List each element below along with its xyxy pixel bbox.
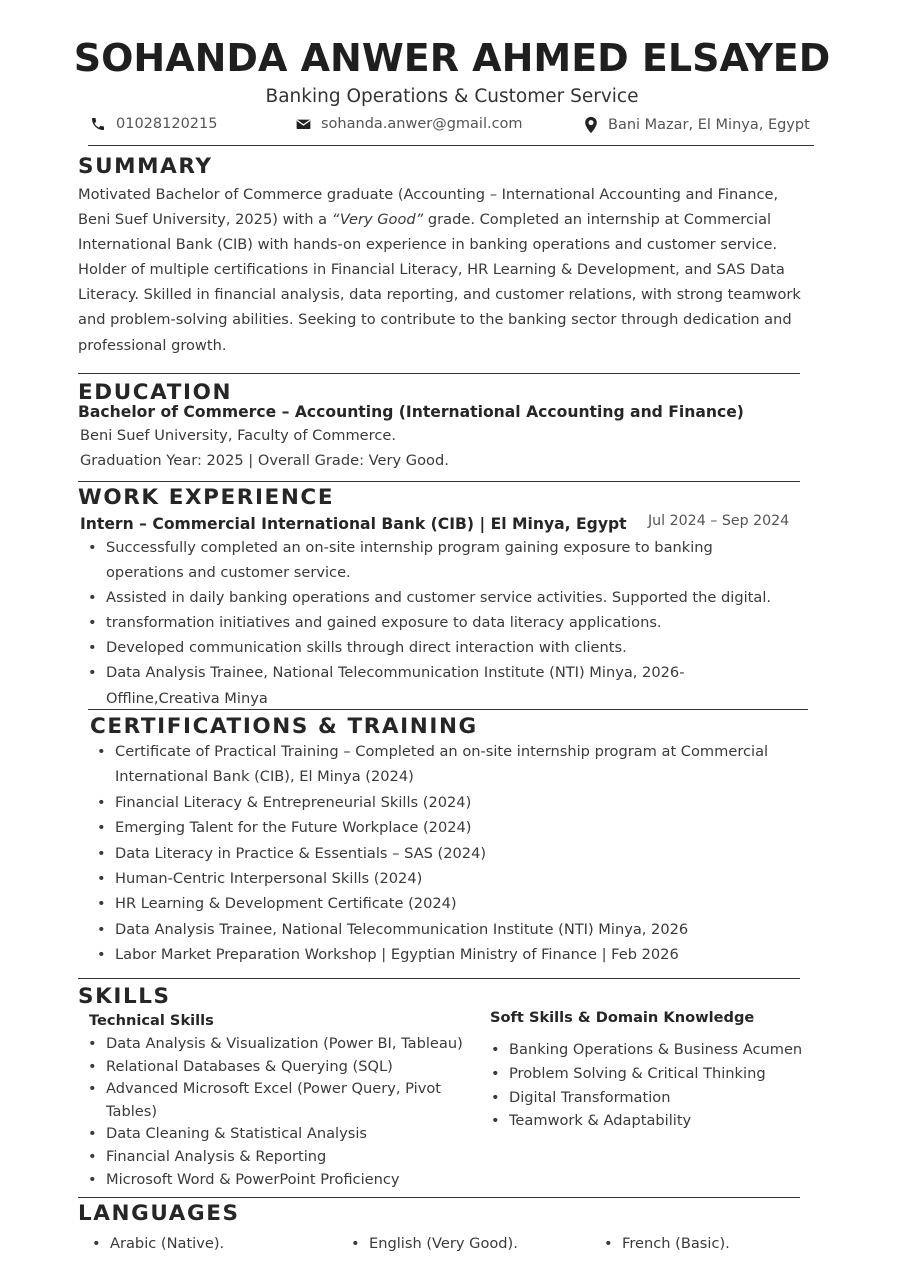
summary-emphasis: “Very Good” [331,211,424,229]
experience-bullet: • Assisted in daily banking operations and customer service activities. Supported the digital. [78,585,823,610]
location-pin-icon [584,116,598,134]
skills-divider [78,1197,800,1198]
certification-item: • Emerging Talent for the Future Workplace (2024) [87,815,847,840]
language-item-arabic: • Arabic (Native). [82,1234,224,1254]
soft-skill-item: • Teamwork & Adaptability [481,1109,841,1133]
certifications-divider [78,978,800,979]
experience-role: Intern – Commercial International Bank (CIB) | El Minya, Egypt [80,515,627,533]
experience-bullet: • Data Analysis Trainee, National Telecommunication Institute (NTI) Minya, 2026-Offline,Creativa Minya [78,660,736,710]
language-item-english: • English (Very Good). [341,1234,518,1254]
certification-item: • Certificate of Practical Training – Completed an on-site internship program at Commercial International Bank (CIB), El Minya (2024) [87,739,847,790]
header-divider [88,145,814,146]
certification-item: • HR Learning & Development Certificate (2024) [87,891,847,916]
soft-skill-item: • Digital Transformation [481,1086,841,1110]
certifications-heading: CERTIFICATIONS & TRAINING [90,714,478,739]
education-degree: Bachelor of Commerce – Accounting (International Accounting and Finance) [78,403,744,421]
education-divider [78,481,800,482]
education-school: Beni Suef University, Faculty of Commerce. [80,427,396,444]
mail-icon [296,118,311,130]
certification-item: • Human-Centric Interpersonal Skills (2024) [87,866,847,891]
experience-bullet: • Developed communication skills through direct interaction with clients. [78,635,823,660]
contact-location-text: Bani Mazar, El Minya, Egypt [608,117,810,133]
education-details: Graduation Year: 2025 | Overall Grade: Very Good. [80,452,449,469]
technical-skill-item: • Microsoft Word & PowerPoint Proficiency [78,1169,478,1192]
technical-skill-item: • Financial Analysis & Reporting [78,1146,478,1169]
certification-item: • Data Analysis Trainee, National Telecommunication Institute (NTI) Minya, 2026 [87,917,847,942]
technical-skills-list [78,1033,478,1191]
certification-item: • Financial Literacy & Entrepreneurial Skills (2024) [87,790,847,815]
summary-divider [78,373,800,374]
experience-dates: Jul 2024 – Sep 2024 [648,513,790,529]
contact-phone [90,116,217,132]
skills-heading: SKILLS [78,984,171,1009]
technical-skills-title: Technical Skills [89,1012,214,1029]
technical-skill-item: • Relational Databases & Querying (SQL) [78,1056,478,1079]
contact-email [296,116,523,132]
soft-skills-list [481,1038,841,1133]
summary-heading: SUMMARY [78,154,213,179]
certifications-list [87,739,847,968]
technical-skill-item: • Data Cleaning & Statistical Analysis [78,1123,478,1146]
experience-heading: WORK EXPERIENCE [78,485,335,510]
soft-skill-item: • Banking Operations & Business Acumen [481,1038,841,1062]
certification-item: • Labor Market Preparation Workshop | Egyptian Ministry of Finance | Feb 2026 [87,942,847,967]
candidate-title: Banking Operations & Customer Service [265,86,639,107]
summary-text-part2: grade. Completed an internship at Commercial International Bank (CIB) with hands-on experience in banking operations and customer service. Holder of multiple certifications in Financial Literacy, HR Learning & Development, and SAS Data Literacy. Skilled in financial analysis, data reporting, and customer relations, with strong teamwork and problem-solving abilities. Seeking to contribute to the banking sector through dedication and professional growth. [78,211,801,354]
experience-bullets [78,535,823,711]
experience-divider [88,709,808,710]
summary-text-part1: Motivated Bachelor of Commerce graduate (Accounting – International Accounting and Finance, Beni Suef University, 2025) with a [78,186,779,229]
experience-bullet: • Successfully completed an on-site internship program gaining exposure to banking operations and customer service. [78,535,776,585]
certification-item: • Data Literacy in Practice & Essentials – SAS (2024) [87,841,847,866]
contact-location [584,116,810,134]
languages-heading: LANGUAGES [78,1201,240,1226]
contact-email-text: sohanda.anwer@gmail.com [321,116,523,132]
summary-text [78,182,813,358]
soft-skills-title: Soft Skills & Domain Knowledge [490,1009,755,1026]
soft-skill-item: • Problem Solving & Critical Thinking [481,1062,841,1086]
technical-skill-item: • Advanced Microsoft Excel (Power Query, Pivot Tables) [78,1078,478,1123]
contact-phone-text: 01028120215 [116,116,218,132]
technical-skill-item: • Data Analysis & Visualization (Power BI, Tableau) [78,1033,478,1056]
candidate-name: SOHANDA ANWER AHMED ELSAYED [73,36,831,80]
phone-icon [90,116,106,132]
education-heading: EDUCATION [78,380,233,405]
language-item-french: • French (Basic). [594,1234,730,1254]
experience-bullet: • transformation initiatives and gained exposure to data literacy applications. [78,610,823,635]
